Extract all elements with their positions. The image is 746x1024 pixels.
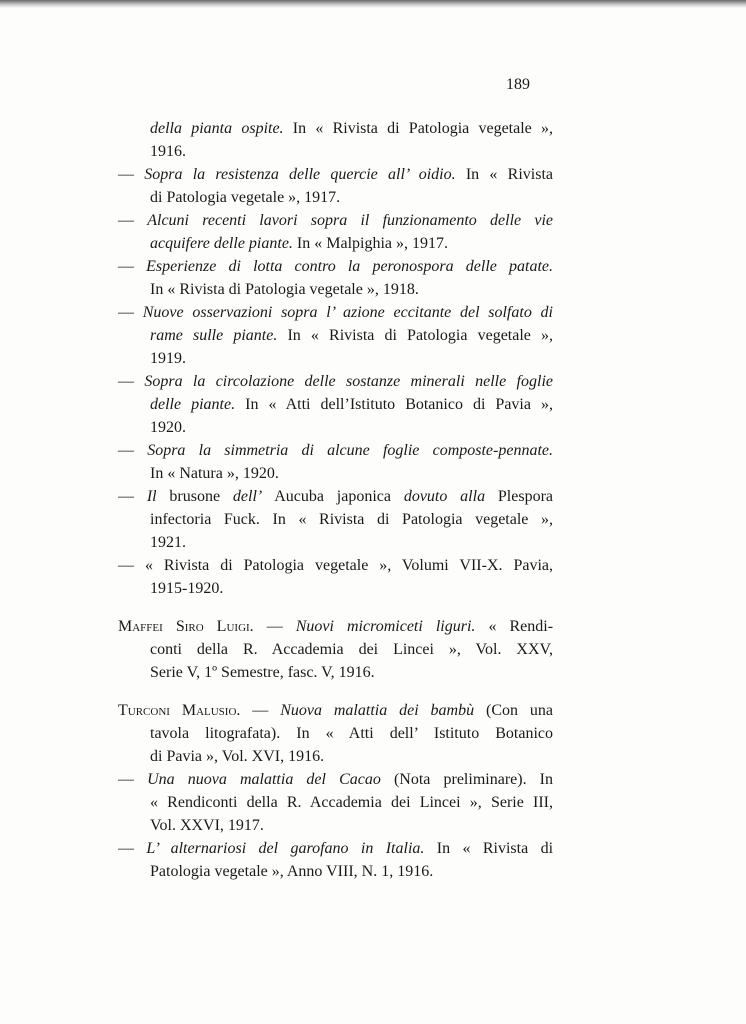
text-segment: — [240,702,281,719]
text-line [150,280,419,300]
text-line [118,165,553,185]
text-segment: 1920. [150,419,186,436]
scan-top-edge [0,0,746,8]
text-line [150,464,279,484]
text-segment: — [118,212,148,229]
text-segment: Plespora [485,488,554,505]
italic-title: della pianta ospite. [150,120,284,137]
text-segment: In « Rivista [455,166,554,183]
italic-title: Sopra la circolazione delle sostanze minerali nelle foglie [144,373,553,390]
text-line [118,441,553,461]
text-line [150,747,324,767]
text-line [118,372,553,392]
italic-title: Sopra la resistenza delle quercie all’ oidio. [144,166,456,183]
text-line [118,303,553,323]
italic-title: Alcuni recenti lavori sopra il funzionamento delle vie [147,212,553,229]
text-segment: (Con una [474,702,554,719]
text-segment: — [118,840,147,857]
italic-title: Esperienze di lotta contro la peronospora delle patate. [146,258,553,275]
text-segment: In « Rivista di Patologia vegetale », [277,327,554,344]
text-segment: — [118,771,148,788]
text-line [150,533,186,553]
text-line [150,663,375,683]
italic-title: Nuove osservazioni sopra l’ azione eccitante del solfato di [142,304,553,321]
text-segment: (Nota preliminare). In [380,771,554,788]
text-line [150,510,553,530]
italic-title: Il [146,488,157,505]
text-segment: 1921. [150,534,186,551]
text-line [118,257,553,277]
text-segment: Serie V, 1º Semestre, fasc. V, 1916. [150,664,375,681]
text-segment: — [253,618,296,635]
text-line [150,816,264,836]
text-segment: conti della R. Accademia dei Lincei », Vol. XXV, [150,641,553,658]
text-segment: tavola litografata). In « Atti dell’ Istituto Botanico [150,725,553,742]
text-segment: brusone [156,488,233,505]
text-segment: « Rendi- [475,618,554,635]
text-line [150,119,553,139]
text-segment: In « Rivista di Patologia vegetale », [283,120,553,137]
text-segment: 1916. [150,143,186,160]
text-line [150,640,553,660]
author-name: Maffei Siro Luigi. [118,618,254,635]
author-name: Turconi Malusio. [118,702,241,719]
text-line [118,487,553,507]
text-segment: Vol. XXVI, 1917. [150,817,264,834]
text-segment: In « Atti dell’Istituto Botanico di Pavia », [235,396,553,413]
text-line [150,418,186,438]
text-segment: In « Natura », 1920. [150,465,279,482]
text-segment: 1915-1920. [150,580,224,597]
italic-title: L’ alternariosi del garofano in Italia. [146,840,425,857]
italic-title: dell’ [232,488,263,505]
text-segment: — [118,488,147,505]
text-segment: — [118,166,145,183]
text-segment: In « Malpighia », 1917. [292,235,449,252]
page-number: 189 [506,76,530,93]
text-line [150,349,186,369]
text-line [150,862,433,882]
text-line [118,617,553,637]
text-line [118,211,553,231]
text-line [118,556,553,576]
text-segment: infectoria Fuck. In « Rivista di Patologia vegetale », [150,511,553,528]
text-segment: — [118,258,147,275]
text-segment: In « Rivista di [424,840,554,857]
text-line [150,793,553,813]
text-segment: — « Rivista di Patologia vegetale », Volumi VII-X. Pavia, [118,557,553,574]
text-line [118,770,553,790]
text-segment: di Pavia », Vol. XVI, 1916. [150,748,325,765]
text-line [150,579,223,599]
text-segment: Aucuba japonica [262,488,404,505]
text-line [150,234,448,254]
text-line [150,724,553,744]
text-segment: — [118,373,145,390]
text-segment: In « Rivista di Patologia vegetale », 1918. [150,281,419,298]
text-segment: di Patologia vegetale », 1917. [150,189,341,206]
text-line [150,142,186,162]
italic-title: Sopra la simmetria di alcune foglie composte-pennate. [147,442,554,459]
text-line [118,839,553,859]
text-segment: Patologia vegetale », Anno VIII, N. 1, 1916. [150,863,434,880]
text-segment: 1919. [150,350,186,367]
italic-title: Nuova malattia dei bambù [280,702,475,719]
italic-title: Nuovi micromiceti liguri. [295,618,476,635]
text-segment: « Rendiconti della R. Accademia dei Lincei », Serie III, [150,794,553,811]
italic-title: rame sulle piante. [150,327,278,344]
text-segment: — [118,304,143,321]
text-segment: — [118,442,148,459]
italic-title: acquifere delle piante. [150,235,293,252]
text-line [150,188,340,208]
text-line [150,326,553,346]
text-line [150,395,553,415]
italic-title: dovuto alla [403,488,486,505]
italic-title: delle piante. [150,396,236,413]
italic-title: Una nuova malattia del Cacao [147,771,381,788]
text-line [118,701,553,721]
